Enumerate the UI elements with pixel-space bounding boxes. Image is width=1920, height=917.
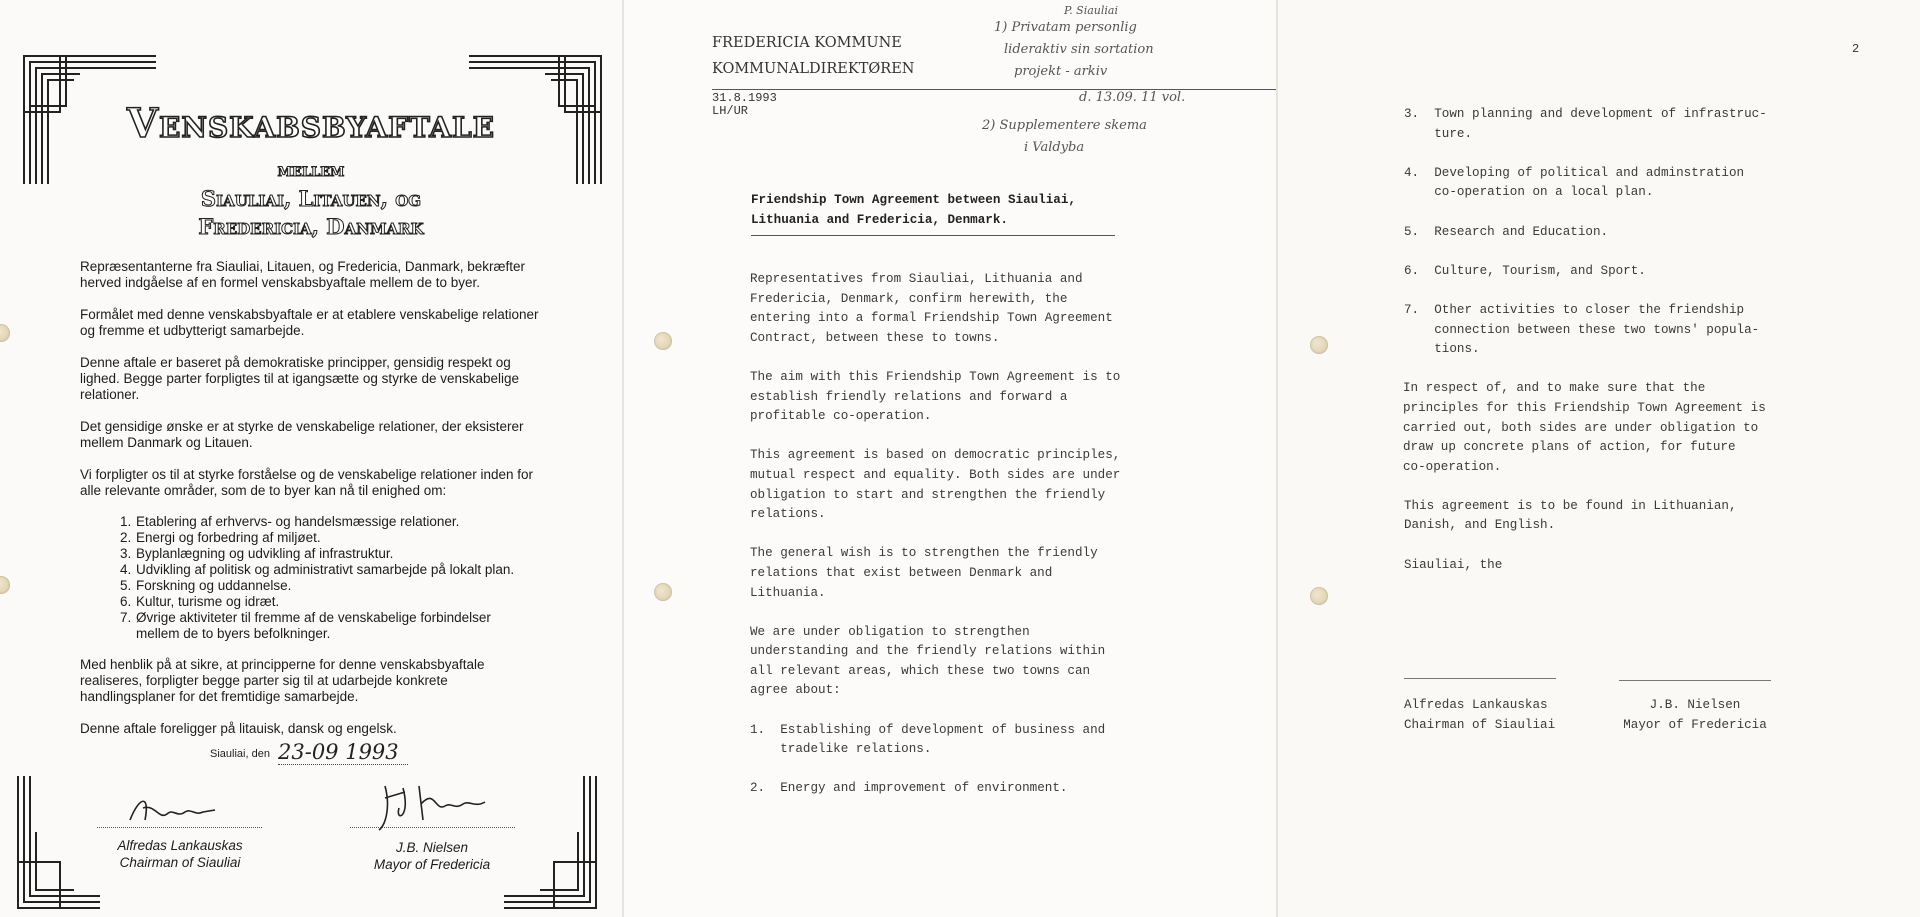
org-department: KOMMUNALDIREKTØREN <box>712 61 915 77</box>
purpose-paragraph: Formålet med denne venskabsbyaftale er at etablere venskabelige relationer og fremme et udbytterigt samarbejde. <box>80 307 539 338</box>
letter-date: 31.8.1993 <box>712 91 777 105</box>
areas-list <box>120 514 560 642</box>
wish-paragraph: Det gensidige ønske er at styrke de venskabelige relationer, der eksisterer mellem Danmark og Litauen. <box>80 419 524 450</box>
handwritten-note: lideraktiv sin sortation <box>1004 42 1154 57</box>
list-item: 1. Etablering af erhvervs- og handelsmæssige relationer. <box>120 514 460 529</box>
letter-reference: LH/UR <box>712 104 749 118</box>
signature-line <box>97 827 262 828</box>
header-rule <box>712 89 1276 90</box>
signature-nielsen <box>375 778 505 833</box>
intro-paragraph: Repræsentanterne fra Siauliai, Litauen, og Fredericia, Danmark, bekræfter herved indgåelse af en formel venskabsbyaftale mellem de to byer. <box>80 259 525 290</box>
list-item: 5. Forskning og uddannelse. <box>120 578 292 593</box>
obligation-paragraph: Vi forpligter os til at styrke forståelse og de venskabelige relationer inden for alle relevante områder, som de to byer kan nå til enighed om: <box>80 467 533 498</box>
signatory-right: J.B. Nielsen Mayor of Fredericia <box>1623 698 1767 732</box>
title-cities-line2: Fredericia, Danmark <box>198 214 424 239</box>
languages-paragraph: Denne aftale foreligger på litauisk, dansk og engelsk. <box>80 721 397 736</box>
document-title: Venskabsbyaftale <box>126 100 496 147</box>
list-item: 4. Developing of political and adminstration co-operation on a local plan. <box>1404 165 1745 200</box>
paragraph: This agreement is to be found in Lithuanian, Danish, and English. <box>1404 498 1737 533</box>
paragraph: Representatives from Siauliai, Lithuania and Fredericia, Denmark, confirm herewith, the entering into a formal Friendship Town Agreement Contract, between these to towns. <box>750 272 1113 345</box>
signature-line <box>350 827 515 828</box>
list-item: 7. Øvrige aktiviteter til fremme af de venskabelige forbindelser mellem de to byers befolkninger. <box>120 610 491 641</box>
list-item: 6. Kultur, turisme og idræt. <box>120 594 280 609</box>
handwritten-note: 1) Privatam personlig <box>994 20 1137 35</box>
list-item: 4. Udvikling af politisk og administrativt samarbejde på lokalt plan. <box>120 562 515 577</box>
agreement-heading: Friendship Town Agreement between Siauliai, Lithuania and Fredericia, Denmark. <box>751 193 1076 227</box>
signatory-left-title: Chairman of Siauliai <box>119 855 241 870</box>
list-item: 6. Culture, Tourism, and Sport. <box>1404 263 1646 278</box>
handwritten-note: P. Siauliai <box>1064 4 1118 17</box>
paragraph: This agreement is based on democratic principles, mutual respect and equality. Both sides are under obligation to start and strengthen the friendly relations. <box>750 448 1121 522</box>
handwritten-note: 2) Supplementere skema <box>982 118 1147 133</box>
punch-hole <box>0 324 10 342</box>
english-agreement-page-1 <box>624 0 1276 917</box>
punch-hole <box>654 332 672 350</box>
danish-agreement-page <box>0 0 622 917</box>
english-agreement-page-2 <box>1278 0 1920 917</box>
handwritten-note: i Valdyba <box>1024 140 1085 155</box>
paragraph: Siauliai, the <box>1404 557 1503 572</box>
place-label: Siauliai, den <box>210 748 270 760</box>
paragraph: The aim with this Friendship Town Agreement is to establish friendly relations and forward a profitable co-operation. <box>750 369 1121 424</box>
list-item: 2. Energi og forbedring af miljøet. <box>120 530 321 545</box>
org-name: FREDERICIA KOMMUNE <box>712 35 902 51</box>
signatory-left-name: Alfredas Lankauskas <box>117 838 243 853</box>
handwritten-note: d. 13.09. 11 vol. <box>1079 90 1186 105</box>
principles-paragraph: Denne aftale er baseret på demokratiske principper, gensidig respekt og lighed. Begge parter forpligtes til at igangsætte og styrke de venskabelige relationer. <box>80 355 520 402</box>
paragraph: We are under obligation to strengthen understanding and the friendly relations within all relevant areas, which these two towns can agree about: <box>750 624 1106 698</box>
agreement-body <box>750 270 1120 819</box>
handwritten-date: 23-09 1993 <box>278 740 408 765</box>
handwritten-note: projekt - arkiv <box>1014 64 1108 79</box>
page-number: 2 <box>1852 42 1860 56</box>
paragraph: In respect of, and to make sure that the principles for this Friendship Town Agreement is carried out, both sides are under obligation to draw up concrete plans of action, for future co-operation. <box>1403 381 1766 474</box>
signature-lankauskas <box>125 790 220 830</box>
signature-line <box>1404 678 1556 679</box>
list-item: 3. Byplanlægning og udvikling af infrastruktur. <box>120 546 394 561</box>
punch-hole <box>1310 587 1328 605</box>
heading-underline <box>751 235 1115 236</box>
paragraph: The general wish is to strengthen the friendly relations that exist between Denmark and Lithuania. <box>750 546 1098 600</box>
list-item: 2. Energy and improvement of environment. <box>750 781 1068 796</box>
closing-paragraph: Med henblik på at sikre, at principperne for denne venskabsbyaftale realiseres, forpligter begge parter sig til at udarbejde konkrete handlingsplaner for det fremtidige samarbejde. <box>80 657 485 704</box>
list-item: 7. Other activities to closer the friendship connection between these two towns' popula- tions. <box>1404 302 1760 357</box>
signatory-right-title: Mayor of Fredericia <box>373 857 491 872</box>
punch-hole <box>654 583 672 601</box>
agreement-body-continued <box>1404 105 1767 595</box>
signatory-right-name: J.B. Nielsen <box>395 840 469 855</box>
signature-line <box>1619 680 1771 681</box>
punch-hole <box>1310 336 1328 354</box>
signatory-left: Alfredas Lankauskas Chairman of Siauliai <box>1404 698 1556 732</box>
list-item: 5. Research and Education. <box>1404 224 1609 239</box>
title-cities-line1: Siauliai, Litauen, og <box>200 186 422 211</box>
list-item: 3. Town planning and development of infrastruc- ture. <box>1404 107 1767 141</box>
list-item: 1. Establishing of development of business and tradelike relations. <box>750 722 1106 757</box>
title-mellem: mellem <box>277 160 345 181</box>
punch-hole <box>0 576 10 594</box>
